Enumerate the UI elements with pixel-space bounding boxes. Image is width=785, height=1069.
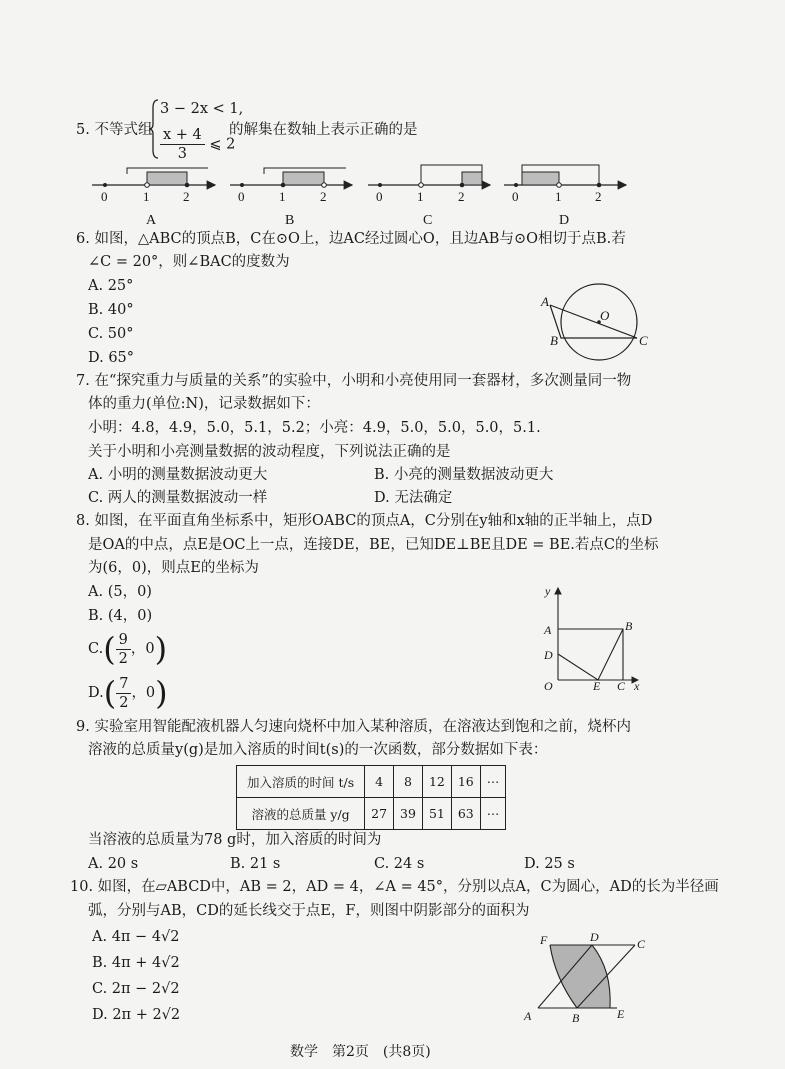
q5-option-d-label: D [559, 213, 570, 228]
q8-label-c: C [617, 679, 626, 693]
q10-label-e: E [617, 1007, 625, 1021]
q5-option-b-axis [230, 168, 352, 228]
q8-option-d: D.( $\frac{7}{2}$ ，0) [88, 674, 168, 712]
q8-option-c-prefix: C. [88, 641, 104, 657]
q8-option-d-prefix: D. [88, 685, 104, 701]
q9-table-cell: 27 [365, 798, 394, 830]
q5-ineq2-num: x + 4 [160, 126, 205, 145]
q5-ineq1: 3 − 2x < 1, [160, 101, 244, 117]
q5-option-c-axis [368, 165, 490, 228]
q5-stem-suffix: 的解集在数轴上表示正确的是 [229, 122, 418, 138]
q5-stem-prefix: 5. 不等式组 [76, 122, 153, 138]
q8-line1: 8. 如图，在平面直角坐标系中，矩形OABC的顶点A，C分别在y轴和x轴的正半轴上，点D [76, 513, 653, 529]
q7-option-d: D. 无法确定 [374, 490, 453, 506]
q8-label-a: A [544, 623, 552, 637]
q7-line1: 7. 在“探究重力与质量的关系”的实验中，小明和小亮使用同一套器材，多次测量同一物 [76, 373, 632, 389]
q8-option-c: C.( $\frac{9}{2}$ ，0) [88, 630, 168, 668]
q6-option-a: A. 25° [88, 278, 134, 294]
q5-option-c-label: C [423, 213, 433, 228]
q10-label-b: B [572, 1011, 580, 1025]
q5-option-b-label: B [285, 213, 295, 228]
q5-c-tick-0: 0 [376, 189, 383, 204]
q8-figure [530, 582, 650, 697]
q8-line3: 为(6，0)，则点E的坐标为 [88, 560, 259, 576]
q5-ineq2-den: 3 [177, 146, 187, 162]
q5-b-tick-0: 0 [238, 189, 245, 204]
q6-label-o: O [600, 308, 610, 323]
q9-table-cell: ⋯ [480, 766, 506, 798]
q8-option-a: A. (5，0) [88, 584, 152, 600]
q5-b-tick-1: 1 [279, 189, 286, 204]
q8-option-d-tail: ，0 [131, 685, 156, 701]
q7-option-a: A. 小明的测量数据波动更大 [88, 467, 268, 483]
q6-label-b: B [550, 333, 558, 348]
q5-c-tick-2: 2 [458, 189, 465, 204]
q10-line1: 10. 如图，在▱ABCD中，AB = 2，AD = 4，∠A = 45°，分别以点A，C为圆心，AD的长为半径画 [70, 879, 719, 895]
q10-label-c: C [637, 937, 646, 951]
q7-line3: 小明：4.8，4.9，5.0，5.1，5.2；小亮：4.9，5.0，5.0，5.0，5.1. [88, 420, 541, 436]
q8-option-c-num: 9 [116, 631, 131, 650]
q8-label-e: E [593, 679, 601, 693]
q9-line2: 溶液的总质量y(g)是加入溶质的时间t(s)的一次函数，部分数据如下表： [88, 742, 548, 758]
q8-option-d-den: 2 [119, 694, 129, 711]
q8-option-c-tail: ，0 [130, 641, 155, 657]
q9-table-cell: 63 [451, 798, 480, 830]
q9-table-cell: ⋯ [480, 798, 506, 830]
q10-label-d: D [590, 930, 599, 944]
q9-table-cell: 51 [422, 798, 451, 830]
q6-label-a: A [541, 294, 549, 309]
q7-option-b: B. 小亮的测量数据波动更大 [374, 467, 554, 483]
q5-b-tick-2: 2 [320, 189, 327, 204]
q8-option-c-den: 2 [118, 650, 128, 667]
q10-label-f: F [540, 933, 548, 947]
q9-line3: 当溶液的总质量为78 g时，加入溶质的时间为 [88, 832, 382, 848]
q5-option-d-axis [504, 165, 626, 228]
page-footer: 数学 第2页 (共8页) [290, 1044, 431, 1060]
q9-table-cell: 8 [394, 766, 423, 798]
q7-line2: 体的重力(单位:N)，记录数据如下： [88, 396, 320, 412]
q5-number-lines [0, 155, 785, 230]
table-row [237, 766, 506, 798]
q5-a-tick-0: 0 [101, 189, 108, 204]
q9-table-cell: 39 [394, 798, 423, 830]
q7-line4: 关于小明和小亮测量数据的波动程度，下列说法正确的是 [88, 444, 451, 460]
q8-label-b: B [625, 619, 633, 633]
q5-d-tick-2: 2 [595, 189, 602, 204]
q10-option-c: C. 2π − 2√2 [92, 981, 180, 997]
q9-table-cell: 4 [365, 766, 394, 798]
q5-c-tick-1: 1 [417, 189, 424, 204]
q6-line1: 6. 如图，△ABC的顶点B，C在⊙O上，边AC经过圆心O，且边AB与⊙O相切于点B.若 [76, 231, 626, 247]
q5-a-tick-2: 2 [183, 189, 190, 204]
q5-brace [148, 98, 160, 160]
q9-table-cell: 16 [451, 766, 480, 798]
q8-label-o: O [544, 679, 553, 693]
q10-line2: 弧，分别与AB，CD的延长线交于点E，F，则图中阴影部分的面积为 [88, 903, 530, 919]
q10-label-a: A [524, 1009, 532, 1023]
q8-option-b: B. (4，0) [88, 608, 153, 624]
q9-line1: 9. 实验室用智能配液机器人匀速向烧杯中加入某种溶质，在溶液达到饱和之前，烧杯内 [76, 719, 631, 735]
q7-option-c: C. 两人的测量数据波动一样 [88, 490, 268, 506]
q6-line2: ∠C = 20°，则∠BAC的度数为 [88, 254, 290, 270]
q9-option-a: A. 20 s [88, 856, 139, 872]
q9-table-cell: 12 [422, 766, 451, 798]
q8-label-y: y [545, 584, 551, 598]
q5-d-tick-0: 0 [512, 189, 519, 204]
q10-figure [520, 930, 655, 1025]
q5-d-tick-1: 1 [555, 189, 562, 204]
q5-option-a-label: A [146, 213, 157, 228]
q8-option-d-num: 7 [116, 675, 131, 694]
q8-label-x: x [634, 679, 640, 693]
q6-label-c: C [639, 333, 648, 348]
q6-figure [530, 275, 660, 375]
q8-line2: 是OA的中点，点E是OC上一点，连接DE，BE，已知DE⊥BE且DE = BE.若点C的坐标 [88, 537, 659, 553]
q6-option-c: C. 50° [88, 326, 134, 342]
q9-option-b: B. 21 s [230, 856, 281, 872]
table-row [237, 798, 506, 830]
q10-option-d: D. 2π + 2√2 [92, 1007, 181, 1023]
q9-table-header-time: 加入溶质的时间 t/s [237, 766, 365, 798]
q10-option-a: A. 4π − 4√2 [92, 929, 180, 945]
q8-label-d: D [544, 648, 553, 662]
q9-table-header-mass: 溶液的总质量 y/g [237, 798, 365, 830]
q9-data-table [236, 765, 506, 830]
q10-option-b: B. 4π + 4√2 [92, 955, 180, 971]
q5-option-a-axis [92, 168, 215, 228]
q6-option-d: D. 65° [88, 350, 135, 366]
q5-ineq2-tail: ⩽ 2 [209, 136, 236, 153]
q9-option-d: D. 25 s [524, 856, 575, 872]
q9-option-c: C. 24 s [374, 856, 425, 872]
q6-option-b: B. 40° [88, 302, 134, 318]
q5-a-tick-1: 1 [143, 189, 150, 204]
